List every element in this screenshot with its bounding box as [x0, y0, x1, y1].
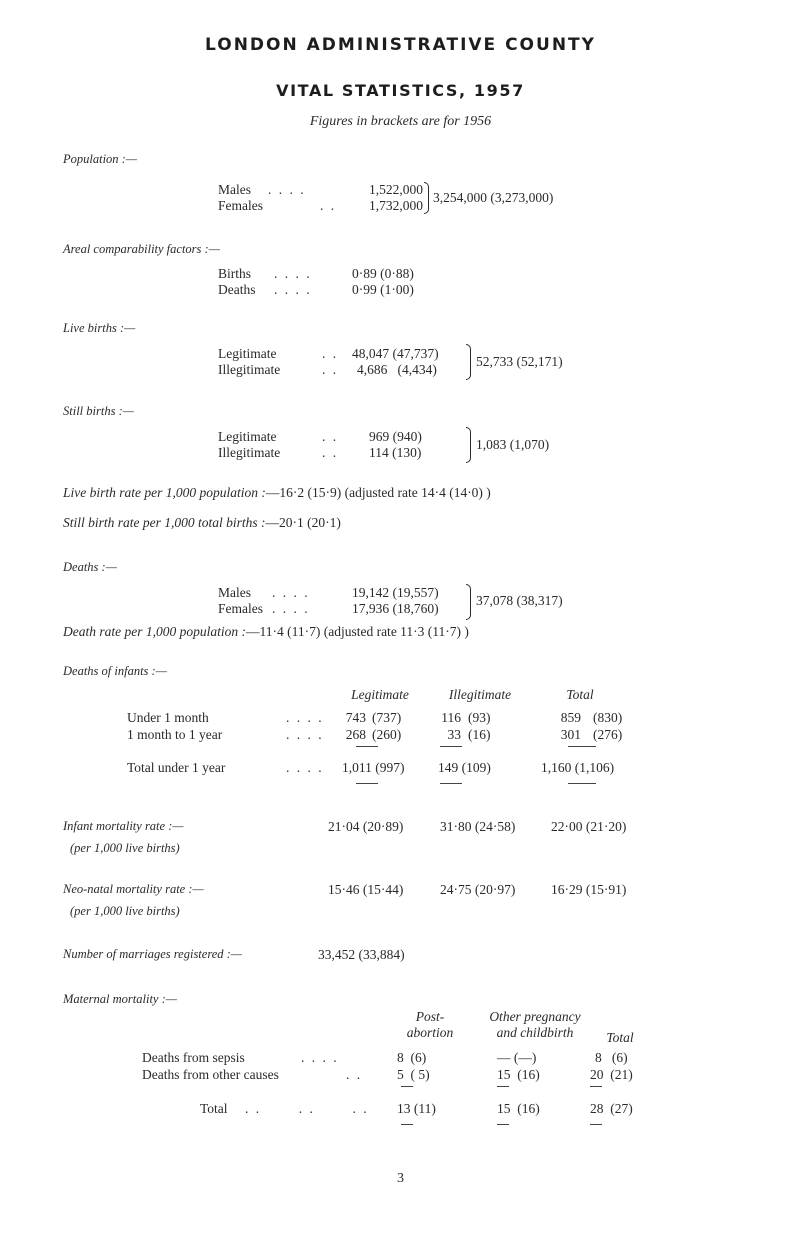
- maternal-other-c: 20 (21): [590, 1067, 633, 1082]
- infants-row-under1m-ill: 116: [441, 710, 461, 725]
- death-rate-label: Death rate per 1,000 population :: [63, 624, 246, 639]
- population-females-label: Females: [218, 198, 263, 213]
- neonatal-sub: (per 1,000 live births): [70, 904, 180, 918]
- rule: [440, 746, 462, 747]
- deaths-females-label: Females: [218, 601, 263, 616]
- maternal-other-dots: . .: [346, 1067, 363, 1082]
- live-birth-rate-value: —16·2 (15·9) (adjusted rate 14·4 (14·0) ): [265, 485, 491, 500]
- deaths-heading: Deaths :—: [63, 560, 117, 574]
- population-brace: [424, 182, 429, 214]
- infants-row-under1m-tot: 859: [560, 710, 581, 725]
- deaths-males-value: 19,142 (19,557): [352, 585, 439, 600]
- death-rate-value: —11·4 (11·7) (adjusted rate 11·3 (11·7) ): [245, 624, 469, 639]
- infants-heading: Deaths of infants :—: [63, 664, 167, 678]
- maternal-col-other-line1: Other pregnancy: [489, 1009, 581, 1024]
- neonatal-ill: 24·75 (20·97): [440, 882, 516, 897]
- deaths-brace: [466, 584, 471, 620]
- neonatal-label: Neo-natal mortality rate :—: [63, 882, 204, 896]
- infant-mortality-ill: 31·80 (24·58): [440, 819, 516, 834]
- maternal-total-label: Total: [200, 1101, 228, 1116]
- infant-mortality-sub: (per 1,000 live births): [70, 841, 180, 855]
- infants-total-dots: . . . .: [286, 760, 324, 775]
- infants-row-under1m-tot-prev: (830): [593, 710, 623, 725]
- population-females-value: 1,732,000: [369, 198, 423, 213]
- live-births-legit-value: 48,047 (47,737): [352, 346, 439, 361]
- live-births-illegit-label: Illegitimate: [218, 362, 281, 377]
- live-births-heading: Live births :—: [63, 321, 136, 335]
- infants-row-under1m-leg-prev: (737): [372, 710, 402, 725]
- maternal-col-total: Total: [606, 1030, 634, 1045]
- rule: [401, 1124, 413, 1125]
- infants-row-1mto1y-leg-prev: (260): [372, 727, 402, 742]
- live-births-legit-label: Legitimate: [218, 346, 277, 361]
- maternal-sepsis-b: — (—): [497, 1050, 537, 1065]
- still-births-illegit-value: 114 (130): [369, 445, 422, 460]
- infants-col-legitimate: Legitimate: [351, 687, 409, 702]
- population-total: 3,254,000 (3,273,000): [433, 190, 554, 205]
- infants-total-tot: 1,160 (1,106): [541, 760, 615, 775]
- infants-row-1mto1y-tot-prev: (276): [593, 727, 623, 742]
- maternal-col-other-line2: and childbirth: [496, 1025, 574, 1040]
- deaths-females-value: 17,936 (18,760): [352, 601, 439, 616]
- still-birth-rate-line: [63, 516, 341, 530]
- bracket-note: Figures in brackets are for 1956: [309, 114, 492, 129]
- rule: [356, 746, 378, 747]
- infants-col-illegitimate: Illegitimate: [448, 687, 512, 702]
- population-males-value: 1,522,000: [369, 182, 423, 197]
- infants-row-1mto1y-label: 1 month to 1 year: [127, 727, 223, 742]
- still-births-brace: [466, 427, 471, 463]
- still-births-legit-label: Legitimate: [218, 429, 277, 444]
- maternal-heading: Maternal mortality :—: [63, 992, 177, 1006]
- infants-row-1mto1y-leg: 268: [345, 727, 366, 742]
- maternal-col-postabortion-line1: Post-: [415, 1009, 445, 1024]
- areal-deaths-label: Deaths: [218, 282, 256, 297]
- rule: [356, 783, 378, 784]
- still-births-total: 1,083 (1,070): [476, 437, 550, 452]
- live-births-total: 52,733 (52,171): [476, 354, 563, 369]
- maternal-sepsis-a: 8 (6): [397, 1050, 427, 1065]
- maternal-total-a: 13 (11): [397, 1101, 436, 1116]
- maternal-total-c: 28 (27): [590, 1101, 633, 1116]
- rule: [568, 746, 596, 747]
- areal-births-value: 0·89 (0·88): [352, 266, 414, 281]
- rule: [440, 783, 462, 784]
- areal-deaths-dots: . . . .: [274, 282, 312, 297]
- infant-mortality-tot: 22·00 (21·20): [551, 819, 627, 834]
- maternal-sepsis-label: Deaths from sepsis: [142, 1050, 245, 1065]
- live-births-legit-dots: . .: [322, 346, 339, 361]
- live-birth-rate-label: Live birth rate per 1,000 population :: [63, 485, 266, 500]
- marriages-label: Number of marriages registered :—: [63, 947, 242, 961]
- deaths-females-dots: . . . .: [272, 601, 310, 616]
- marriages-value: 33,452 (33,884): [318, 947, 405, 962]
- infants-row-under1m-leg: 743: [345, 710, 366, 725]
- page-subtitle: VITAL STATISTICS, 1957: [276, 81, 525, 100]
- rule: [497, 1086, 509, 1087]
- infants-row-under1m-dots: . . . .: [286, 710, 324, 725]
- infants-total-leg: 1,011 (997): [342, 760, 405, 775]
- population-heading: Population :—: [63, 152, 137, 166]
- infant-mortality-label: Infant mortality rate :—: [63, 819, 184, 833]
- infants-total-label: Total under 1 year: [127, 760, 226, 775]
- infants-row-1mto1y-dots: . . . .: [286, 727, 324, 742]
- still-birth-rate-value: —20·1 (20·1): [265, 515, 341, 530]
- live-births-illegit-dots: . .: [322, 362, 339, 377]
- death-rate-line: [63, 625, 469, 639]
- still-births-legit-dots: . .: [322, 429, 339, 444]
- maternal-other-label: Deaths from other causes: [142, 1067, 279, 1082]
- maternal-sepsis-dots: . . . .: [301, 1050, 339, 1065]
- infants-row-1mto1y-ill-prev: (16): [468, 727, 491, 742]
- areal-heading: Areal comparability factors :—: [63, 242, 220, 256]
- still-births-illegit-label: Illegitimate: [218, 445, 281, 460]
- maternal-sepsis-c: 8 (6): [595, 1050, 628, 1065]
- infants-total-ill: 149 (109): [438, 760, 491, 775]
- live-birth-rate-line: [63, 486, 491, 500]
- areal-births-dots: . . . .: [274, 266, 312, 281]
- page-title: LONDON ADMINISTRATIVE COUNTY: [205, 35, 596, 55]
- rule: [590, 1086, 602, 1087]
- maternal-other-a: 5 ( 5): [397, 1067, 430, 1082]
- rule: [568, 783, 596, 784]
- deaths-total: 37,078 (38,317): [476, 593, 563, 608]
- rule: [401, 1086, 413, 1087]
- maternal-total-dots: . . . . . .: [245, 1101, 369, 1116]
- maternal-col-postabortion-line2: abortion: [406, 1025, 454, 1040]
- population-males-dots: . . . .: [268, 182, 306, 197]
- neonatal-leg: 15·46 (15·44): [328, 882, 404, 897]
- population-females-dots: . .: [320, 198, 337, 213]
- still-birth-rate-label: Still birth rate per 1,000 total births :: [63, 515, 266, 530]
- infants-col-total: Total: [566, 687, 594, 702]
- rule: [590, 1124, 602, 1125]
- infants-row-1mto1y-ill: 33: [447, 727, 461, 742]
- maternal-other-b: 15 (16): [497, 1067, 540, 1082]
- live-births-illegit-value: 4,686 (4,434): [357, 362, 437, 377]
- areal-deaths-value: 0·99 (1·00): [352, 282, 414, 297]
- maternal-total-b: 15 (16): [497, 1101, 540, 1116]
- infants-row-1mto1y-tot: 301: [560, 727, 581, 742]
- live-births-brace: [466, 344, 471, 380]
- population-males-label: Males: [218, 182, 251, 197]
- page-number: 3: [397, 1171, 404, 1186]
- rule: [497, 1124, 509, 1125]
- areal-births-label: Births: [218, 266, 252, 281]
- still-births-legit-value: 969 (940): [369, 429, 422, 444]
- infants-row-under1m-label: Under 1 month: [127, 710, 209, 725]
- infant-mortality-leg: 21·04 (20·89): [328, 819, 404, 834]
- deaths-males-dots: . . . .: [272, 585, 310, 600]
- still-births-illegit-dots: . .: [322, 445, 339, 460]
- deaths-males-label: Males: [218, 585, 251, 600]
- infants-row-under1m-ill-prev: (93): [468, 710, 491, 725]
- neonatal-tot: 16·29 (15·91): [551, 882, 627, 897]
- still-births-heading: Still births :—: [63, 404, 134, 418]
